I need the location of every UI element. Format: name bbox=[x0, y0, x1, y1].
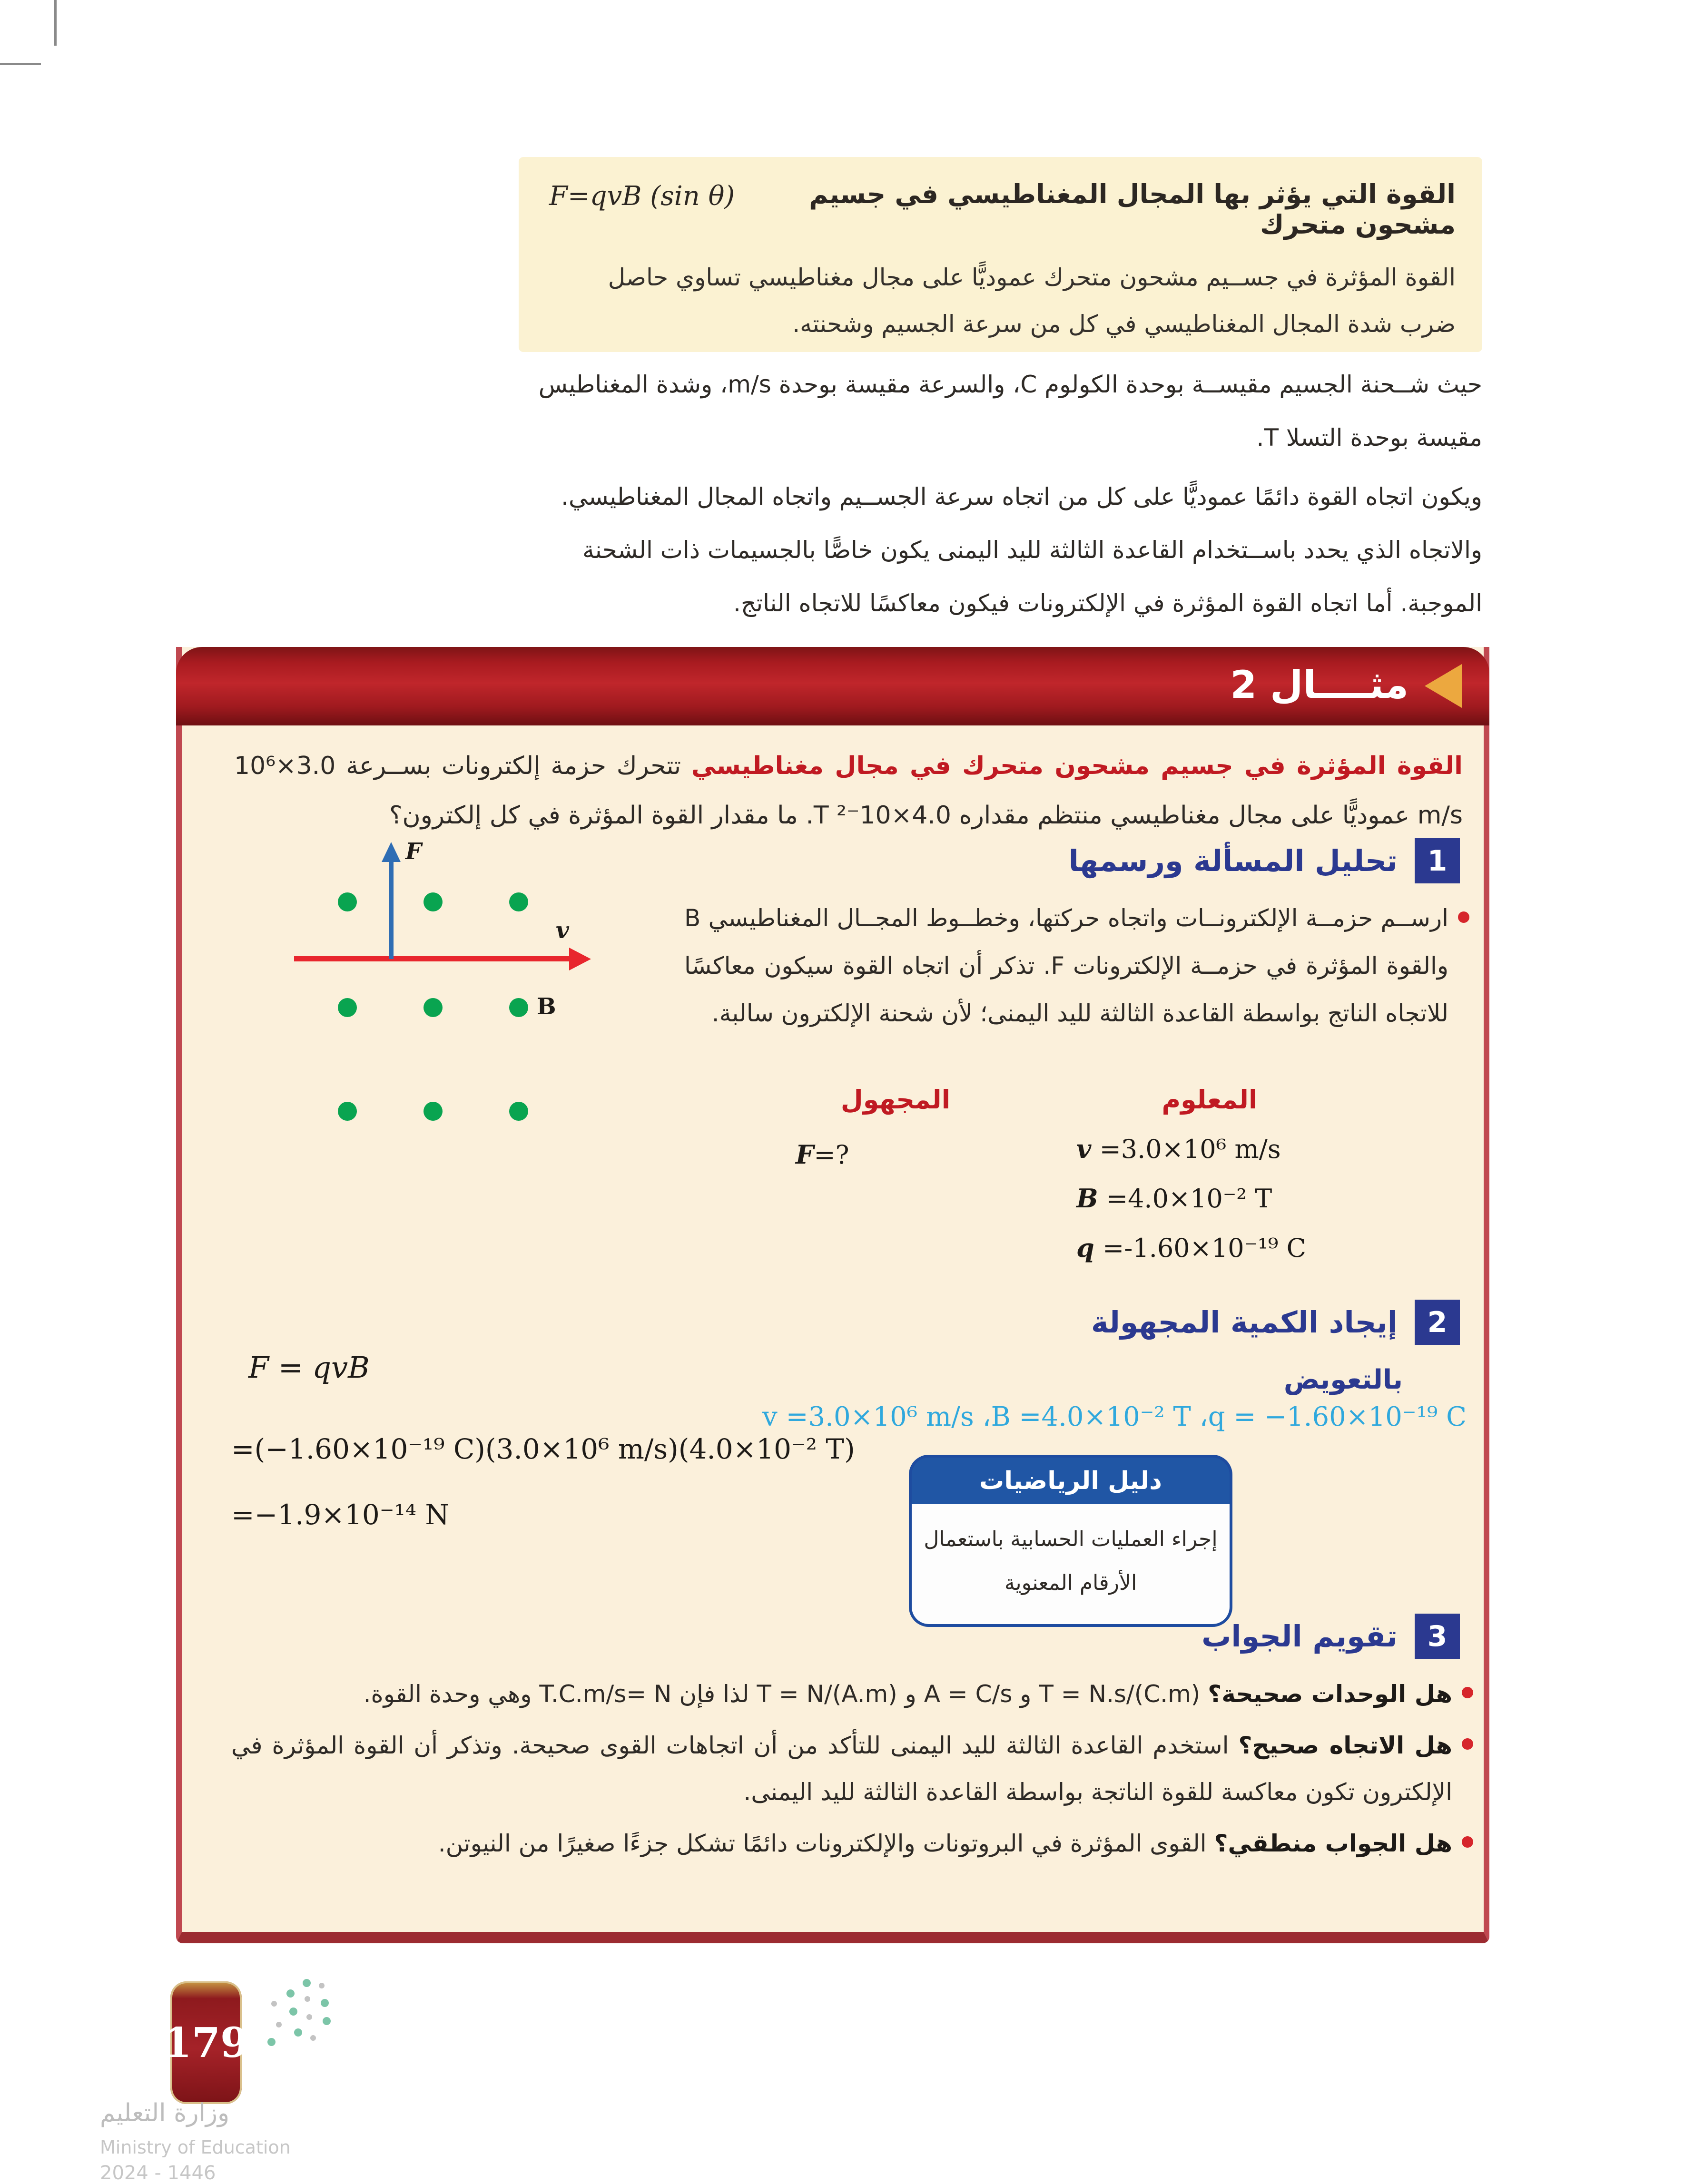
definition-box bbox=[519, 157, 1482, 352]
section-1-number-badge: 1 bbox=[1415, 838, 1460, 883]
force-arrow-icon bbox=[389, 856, 394, 959]
bullet-icon bbox=[1462, 1738, 1473, 1750]
definition-formula: F=qvB (sin θ) bbox=[549, 181, 735, 212]
watermark-ministry-english: Ministry of Education bbox=[100, 2137, 291, 2158]
section-1-title: تحليل المسألة ورسمها bbox=[1068, 843, 1398, 878]
known-value: =-1.60×10⁻¹⁹ C bbox=[1102, 1233, 1306, 1263]
velocity-arrow-icon bbox=[294, 956, 574, 961]
statement-lead: القوة المؤثرة في جسيم مشحون متحرك في مجال مغناطيسي bbox=[691, 752, 1463, 780]
unknown-column bbox=[796, 1085, 995, 1170]
bullet-text: استخدم القاعدة الثالثة لليد اليمنى للتأكد من أن اتجاهات القوى صحيحة. وتذكر أن القوة المؤثرة في الإلكترون تكون معاكسة للقوة الناتجة بواسطة القاعدة الثالثة لليد اليمنى. bbox=[231, 1732, 1452, 1806]
unknown-value bbox=[796, 1139, 995, 1170]
field-dot-icon bbox=[423, 998, 443, 1017]
page-number: 179 bbox=[163, 2018, 249, 2067]
evaluation-bullets bbox=[231, 1671, 1473, 1871]
known-value: =4.0×10⁻² T bbox=[1106, 1184, 1272, 1214]
known-row-velocity bbox=[1076, 1134, 1343, 1164]
section-1-header bbox=[1069, 838, 1460, 883]
math-guide-title: دليل الرياضيات bbox=[909, 1455, 1232, 1504]
section-3-header bbox=[1201, 1614, 1460, 1659]
evaluation-bullet-sense bbox=[231, 1820, 1473, 1867]
field-diagram bbox=[286, 838, 652, 1150]
bullet-icon bbox=[1462, 1687, 1473, 1698]
section-2-number-badge: 2 bbox=[1415, 1300, 1460, 1345]
definition-body-line2: ضرب شدة المجال المغناطيسي في كل من سرعة الجسيم وشحنته. bbox=[792, 310, 1456, 338]
analysis-bullet bbox=[684, 894, 1469, 1037]
unknown-amount: =? bbox=[814, 1140, 849, 1170]
evaluation-bullet-body bbox=[438, 1820, 1452, 1867]
bullet-lead: هل الوحدات صحيحة؟ bbox=[1208, 1680, 1452, 1708]
field-dot-icon bbox=[338, 1102, 357, 1121]
substitution-label: بالتعويض bbox=[1283, 1364, 1403, 1395]
analysis-bullet-text: ارســم حزمــة الإلكترونــات واتجاه حركتها، وخطــوط المجــال المغناطيسي B والقوة المؤثرة في حزمــة الإلكترونات F. تذكر أن اتجاه القوة سيكون معاكسًا للاتجاه الناتج بواسطة القاعدة الثالثة لليد اليمنى؛ لأن شحنة الإلكترون سالبة. bbox=[684, 904, 1448, 1027]
equation-substituted: =(−1.60×10⁻¹⁹ C)(3.0×10⁶ m/s)(4.0×10⁻² T) bbox=[231, 1433, 855, 1465]
known-symbol: q bbox=[1076, 1233, 1094, 1263]
known-row-charge bbox=[1076, 1233, 1343, 1263]
example-arrow-icon bbox=[1425, 664, 1462, 708]
known-row-field bbox=[1076, 1183, 1343, 1214]
equation-result: =−1.9×10⁻¹⁴ N bbox=[231, 1498, 450, 1531]
intro-paragraph-2: ويكون اتجاه القوة دائمًا عموديًّا على كل من اتجاه سرعة الجســيم واتجاه المجال المغناطيسي. والاتجاه الذي يحدد باســتخدام القاعدة الثالثة لليد اليمنى يكون خاصًّا بالجسيمات ذات الشحنة الموجبة. أما اتجاه القوة المؤثرة في الإلكترونات فيكون معاكسًا للاتجاه الناتج. bbox=[561, 483, 1482, 617]
field-dot-icon bbox=[509, 892, 528, 911]
crop-mark-vertical bbox=[54, 0, 57, 46]
page-number-badge bbox=[163, 1981, 249, 2104]
known-column bbox=[1076, 1085, 1343, 1263]
example-box bbox=[176, 647, 1489, 1943]
substitution-line: v =3.0×10⁶ m/s ،B =4.0×10⁻² T ،q = −1.60×10⁻¹⁹ C bbox=[762, 1401, 1467, 1432]
unknown-symbol: F bbox=[796, 1139, 814, 1170]
bullet-lead: هل الجواب منطقي؟ bbox=[1214, 1830, 1452, 1857]
field-dot-icon bbox=[509, 1102, 528, 1121]
unknown-title: المجهول bbox=[840, 1085, 951, 1115]
known-symbol: v bbox=[1076, 1134, 1092, 1164]
ministry-logo-icon bbox=[257, 1979, 338, 2060]
definition-body-line1: القوة المؤثرة في جســيم مشحون متحرك عموديًّا على مجال مغناطيسي تساوي حاصل bbox=[608, 264, 1456, 291]
definition-title: القوة التي يؤثر بها المجال المغناطيسي في جسيم مشحون متحرك bbox=[809, 179, 1456, 240]
math-guide-box bbox=[909, 1455, 1232, 1627]
watermark-year: 2024 - 1446 bbox=[100, 2162, 216, 2184]
field-dot-icon bbox=[509, 998, 528, 1017]
force-label: F bbox=[405, 838, 422, 865]
example-header-bar bbox=[176, 647, 1489, 725]
field-dot-icon bbox=[338, 892, 357, 911]
evaluation-bullet-direction bbox=[231, 1722, 1473, 1815]
field-dot-icon bbox=[338, 998, 357, 1017]
evaluation-bullet-body bbox=[364, 1671, 1452, 1717]
example-number-label: مثــــال 2 bbox=[1230, 663, 1408, 707]
known-title: المعلوم bbox=[1162, 1085, 1258, 1115]
section-3-number-badge: 3 bbox=[1415, 1614, 1460, 1659]
math-guide-line1: إجراء العمليات الحسابية باستعمال bbox=[924, 1527, 1218, 1551]
bullet-text: T = N.s/(C.m) و A = C/s و T = N/(A.m) لذا فإن T.C.m/s= N وهي وحدة القوة. bbox=[363, 1680, 1201, 1708]
force-arrowhead-icon bbox=[382, 842, 401, 862]
statement-text: تتحرك حزمة إلكترونات بســرعة 3.0×10⁶ m/s عموديًّا على مجال مغناطيسي منتظم مقداره 4.0×10⁻² T. ما مقدار القوة المؤثرة في كل إلكترون؟ bbox=[234, 752, 1463, 830]
watermark-ministry-arabic: وزارة التعليم bbox=[100, 2099, 230, 2127]
field-dot-icon bbox=[423, 1102, 443, 1121]
known-symbol: B bbox=[1076, 1183, 1098, 1214]
field-label: B bbox=[537, 993, 556, 1020]
problem-statement bbox=[234, 741, 1463, 840]
velocity-arrowhead-icon bbox=[569, 948, 591, 970]
section-2-header bbox=[1091, 1300, 1460, 1345]
evaluation-bullet-body bbox=[231, 1722, 1452, 1815]
crop-mark-horizontal bbox=[0, 63, 41, 65]
bullet-text: القوى المؤثرة في البروتونات والإلكترونات دائمًا تشكل جزءًا صغيرًا من النيوتن. bbox=[438, 1830, 1207, 1857]
evaluation-bullet-units bbox=[231, 1671, 1473, 1717]
intro-paragraph-1: حيث شــحنة الجسيم مقيســة بوحدة الكولوم C، والسرعة مقيسة بوحدة m/s، وشدة المغناطيس مقيسة بوحدة التسلا T. bbox=[538, 371, 1482, 451]
math-guide-line2: الأرقام المعنوية bbox=[1004, 1571, 1137, 1595]
field-dot-icon bbox=[423, 892, 443, 911]
equation-force-formula: F = qvB bbox=[248, 1350, 370, 1385]
math-guide-text bbox=[909, 1504, 1232, 1627]
bullet-icon bbox=[1458, 911, 1469, 923]
section-3-title: تقويم الجواب bbox=[1201, 1619, 1398, 1654]
bullet-lead: هل الاتجاه صحيح؟ bbox=[1238, 1732, 1452, 1759]
velocity-label: v bbox=[556, 917, 569, 944]
section-2-title: إيجاد الكمية المجهولة bbox=[1091, 1305, 1398, 1340]
bullet-icon bbox=[1462, 1836, 1473, 1848]
known-value: =3.0×10⁶ m/s bbox=[1099, 1134, 1281, 1164]
